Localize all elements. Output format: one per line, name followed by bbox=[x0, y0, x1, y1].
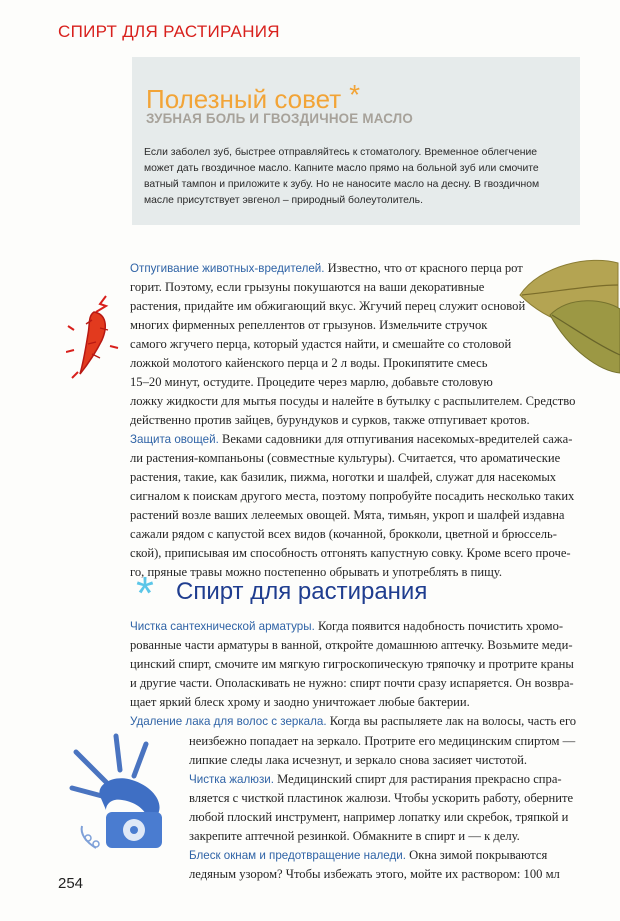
paragraph-line: щает яркий блеск хрому и заодно уничтожает любые бактерии. bbox=[130, 695, 470, 709]
chrome-paragraph bbox=[130, 617, 576, 731]
paragraph-line: многих фирменных репеллентов от грызунов. Измельчите стручок bbox=[130, 318, 488, 332]
paragraph-line: сажали рядом с капустой всех видов (кочанной, брокколи, цветной и брюссель- bbox=[130, 527, 557, 541]
paragraph-line-text: Когда вы распыляете лак на волосы, часть его bbox=[326, 714, 577, 728]
tip-line: ватный тампон и приложите к зубу. Но не наносите масло на десну. В гвоздичном bbox=[144, 179, 540, 190]
paragraph-line bbox=[189, 770, 575, 789]
paragraph-line: липкие следы лака исчезнут, и зеркало снова засияет чистотой. bbox=[189, 753, 528, 767]
paragraph-line-text: Медицинский спирт для растирания прекрасно спра- bbox=[273, 772, 562, 786]
paragraph-line-text: Окна зимой покрываются bbox=[405, 848, 548, 862]
paragraph-line: любой плоский инструмент, например лопатку или скребок, тряпкой и bbox=[189, 810, 569, 824]
pest-lead: Отпугивание животных-вредителей. bbox=[130, 262, 325, 275]
paragraph-line: рованные части арматуры в ванной, откройте домашнюю аптечку. Возьмите меди- bbox=[130, 638, 573, 652]
paragraph-line: самого жгучего перца, который удастся найти, и смешайте со столовой bbox=[130, 337, 512, 351]
pest-paragraph bbox=[130, 259, 575, 582]
paragraph-line: действенно против зайцев, бурундуков и сурков, также отпугивает кротов. bbox=[130, 413, 530, 427]
tip-subtitle: ЗУБНАЯ БОЛЬ И ГВОЗДИЧНОЕ МАСЛО bbox=[146, 111, 413, 126]
paragraph-line: ложкой молотого кайенского перца и 2 л воды. Прокипятите смесь bbox=[130, 356, 488, 370]
tip-star-icon: * bbox=[349, 79, 361, 110]
running-head: СПИРТ ДЛЯ РАСТИРАНИЯ bbox=[58, 22, 280, 41]
paragraph-line bbox=[130, 712, 576, 731]
paragraph-line bbox=[130, 430, 575, 449]
paragraph-line: сигналом к поискам другого места, поэтому попробуйте посадить несколько таких bbox=[130, 489, 575, 503]
paragraph-line: ли растения-компаньоны (совместные культуры). Считается, что ароматические bbox=[130, 451, 561, 465]
chrome-lead: Чистка сантехнической арматуры. bbox=[130, 620, 315, 633]
paragraph-line-text: Веками садовники для отпугивания насекомых-вредителей сажа- bbox=[218, 432, 573, 446]
paragraph-line-text: Когда появится надобность почистить хромо- bbox=[314, 619, 564, 633]
section-heading-text: Спирт для растирания bbox=[176, 578, 428, 605]
windows-lead: Блеск окнам и предотвращение наледи. bbox=[189, 849, 406, 862]
section-asterisk-icon: * bbox=[136, 567, 154, 619]
paragraph-line: растения, придайте им обжигающий вкус. Жгучий перец служит основой bbox=[130, 299, 526, 313]
tip-title-text: Полезный совет bbox=[146, 84, 342, 114]
tip-line: масле присутствует эвгенол – природный болеутолитель. bbox=[144, 195, 423, 206]
useful-tip-box bbox=[132, 57, 580, 225]
veg-lead: Защита овощей. bbox=[130, 433, 219, 446]
paragraph-line: растений возле ваших лелеемых овощей. Мята, тимьян, укроп и шалфей издавна bbox=[130, 508, 565, 522]
paragraph-line bbox=[130, 617, 576, 636]
paragraph-line bbox=[130, 259, 575, 278]
blinds-lead: Чистка жалюзи. bbox=[189, 773, 274, 786]
paragraph-line: ской), приписывая им способность отгонять капустную совку. Кроме всего проче- bbox=[130, 546, 571, 560]
section-heading bbox=[130, 578, 427, 606]
tip-body bbox=[144, 145, 574, 209]
paragraph-line: горит. Поэтому, если грызуны покушаются на ваши декоративные bbox=[130, 280, 485, 294]
paragraph-line: цинский спирт, смочите им мягкую гигроскопическую тряпочку и протрите краны bbox=[130, 657, 574, 671]
paragraph-line: растения, такие, как базилик, пижма, ноготки и шалфей, служат для насекомых bbox=[130, 470, 557, 484]
tip-line: может дать гвоздичное масло. Капните масло прямо на больной зуб или смочите bbox=[144, 163, 539, 174]
paragraph-line: ложку жидкости для мытья посуды и налейте в бутылку с распылителем. Средство bbox=[130, 394, 576, 408]
paragraph-line: 15–20 минут, остудите. Процедите через марлю, добавьте столовую bbox=[130, 375, 493, 389]
paragraph-line: и другие части. Ополаскивать не нужно: спирт почти сразу испаряется. Он возвра- bbox=[130, 676, 574, 690]
tip-line: Если заболел зуб, быстрее отправляйтесь к стоматологу. Временное облегчение bbox=[144, 147, 538, 158]
paragraph-line: го, пряные травы можно постепенно обрывать и употреблять в пищу. bbox=[130, 565, 502, 579]
mirror-continued-paragraph bbox=[189, 732, 575, 884]
paragraph-line: вляется с чисткой пластинок жалюзи. Чтобы ускорить работу, оберните bbox=[189, 791, 574, 805]
paragraph-line: закрепите аптечной резинкой. Обмакните в спирт и — к делу. bbox=[189, 829, 520, 843]
telephone-illustration bbox=[66, 730, 182, 860]
paragraph-line: ледяным узором? Чтобы избежать этого, мойте их раствором: 100 мл bbox=[189, 867, 560, 881]
chili-pepper-illustration bbox=[66, 290, 122, 382]
paragraph-line bbox=[189, 846, 575, 865]
mirror-lead: Удаление лака для волос с зеркала. bbox=[130, 715, 327, 728]
paragraph-line: неизбежно попадает на зеркало. Протрите его медицинским спиртом — bbox=[189, 734, 576, 748]
page-number: 254 bbox=[58, 875, 84, 892]
paragraph-line-text: Известно, что от красного перца рот bbox=[324, 261, 523, 275]
tip-title bbox=[146, 79, 360, 115]
